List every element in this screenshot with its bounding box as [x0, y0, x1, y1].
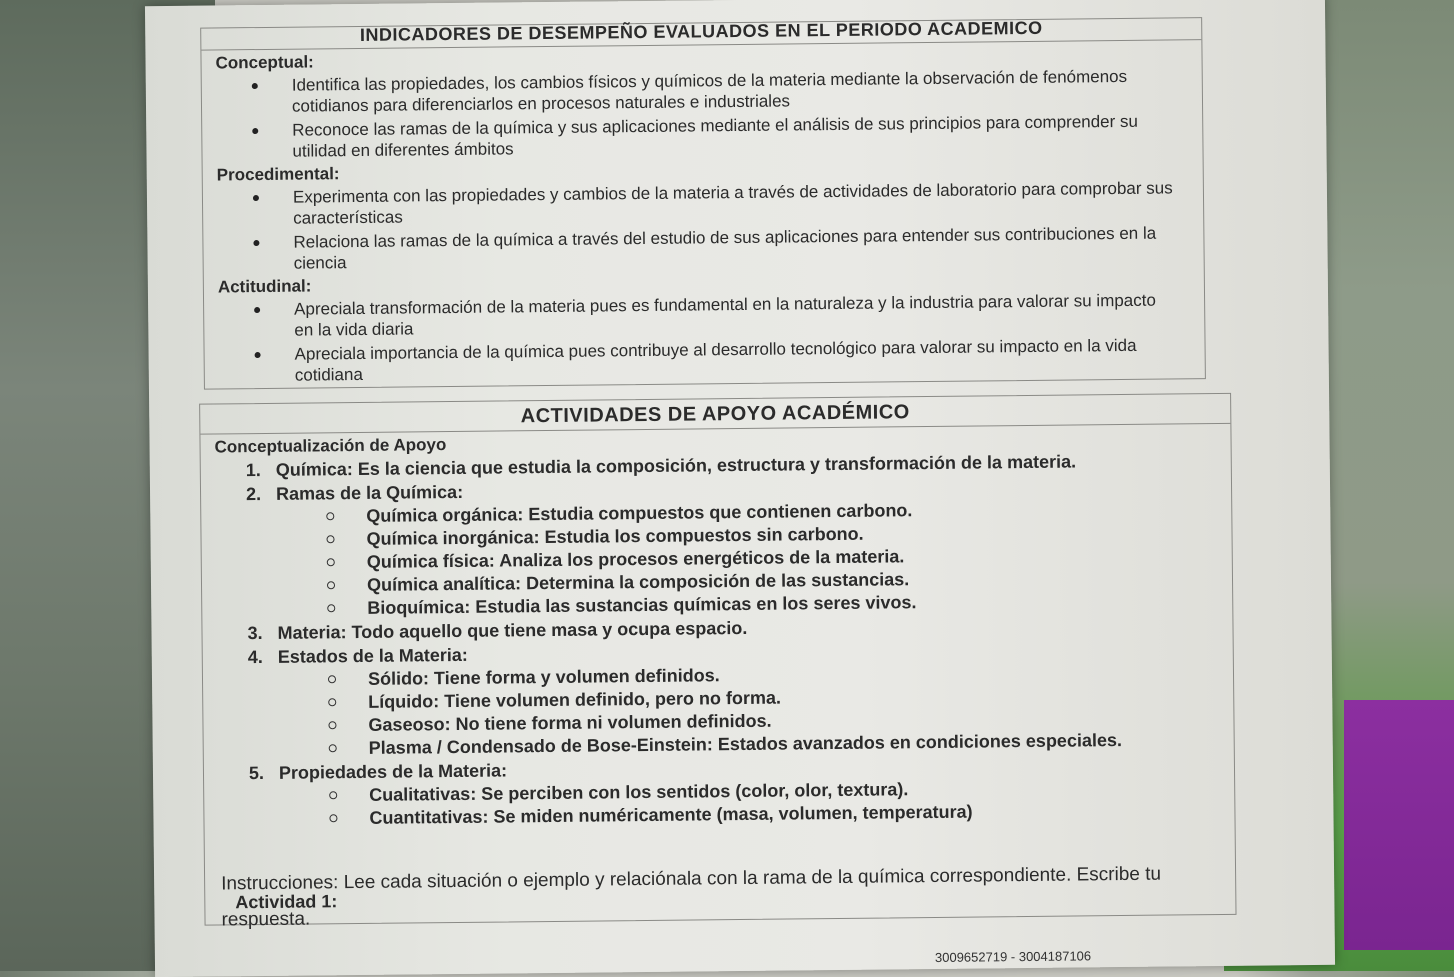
- indicator-item: Identifica las propiedades, los cambios físicos y químicos de la materia mediante la observación de fenómenos cotidianos para diferenciarlos en procesos naturales e industriales: [292, 65, 1202, 117]
- indicator-item: Apreciala importancia de la química pues contribuye al desarrollo tecnológico para valorar su impacto en la vida cotidiana: [294, 334, 1204, 386]
- item-number: 5.: [248, 763, 265, 784]
- item-text: Materia: Todo aquello que tiene masa y ocupa espacio.: [277, 617, 748, 643]
- item-number: 1.: [245, 460, 261, 481]
- actividades-title: ACTIVIDADES DE APOYO ACADÉMICO: [200, 396, 1230, 435]
- concept-item: [249, 752, 1235, 830]
- sub-item: Química inorgánica: Estudia los compuestos sin carbono.: [366, 519, 1231, 550]
- indicator-item: Reconoce las ramas de la química y sus aplicaciones mediante el análisis de sus principios para comprender su utilidad en diferentes ámbitos: [292, 110, 1202, 162]
- section-procedimental: [203, 155, 1204, 274]
- item-number: 2.: [245, 484, 262, 505]
- section-heading: Conceptual:: [215, 52, 314, 73]
- sub-item: Líquido: Tiene volumen definido, pero no forma.: [368, 682, 1233, 713]
- section-actitudinal: [204, 267, 1205, 386]
- concept-list: [201, 449, 1235, 831]
- sub-item: Gaseoso: No tiene forma ni volumen definidos.: [368, 705, 1233, 736]
- concept-item: [246, 473, 1232, 620]
- section-conceptual: [201, 43, 1202, 162]
- item-text: Química: Es la ciencia que estudia la composición, estructura y transformación de la materia.: [275, 451, 1077, 480]
- item-number: 3.: [247, 623, 263, 644]
- item-text: Estados de la Materia:: [277, 644, 468, 667]
- sub-item: Cuantitativas: Se miden numéricamente (masa, volumen, temperatura): [369, 798, 1234, 829]
- indicadores-title: INDICADORES DE DESEMPEÑO EVALUADOS EN EL PERIODO ACADEMICO: [201, 16, 1201, 50]
- activity-instructions: Instrucciones: Lee cada situación o ejemplo y relaciónala con la rama de la química correspondiente. Escribe tu respuesta.: [221, 863, 1162, 931]
- section-heading: Procedimental:: [216, 164, 340, 185]
- item-number: 4.: [247, 647, 263, 668]
- sub-item: Bioquímica: Estudia las sustancias químicas en los seres vivos.: [367, 588, 1232, 619]
- indicator-item: Experimenta con las propiedades y cambios de la materia a través de actividades de laboratorio para comprobar sus características: [293, 177, 1203, 229]
- sub-item: Sólido: Tiene forma y volumen definidos.: [368, 659, 1233, 690]
- indicator-item: Relaciona las ramas de la química a través del estudio de sus aplicaciones para entender sus contribuciones en la ciencia: [293, 222, 1203, 274]
- actividades-box: [199, 393, 1236, 931]
- sub-item: Química física: Analiza los procesos energéticos de la materia.: [367, 542, 1232, 573]
- section-heading: Actitudinal:: [217, 276, 312, 297]
- indicadores-box: [200, 17, 1206, 389]
- footer-phone-number: 3009652719 - 3004187106: [934, 948, 1092, 965]
- item-text: Propiedades de la Materia:: [278, 760, 508, 783]
- indicator-item: Apreciala transformación de la materia pues es fundamental en la naturaleza y la industria para valorar su impacto en la vida diaria: [294, 289, 1204, 341]
- actividades-subtitle: Conceptualización de Apoyo: [214, 435, 447, 457]
- paper-sheet: [145, 0, 1335, 977]
- sub-item: Química orgánica: Estudia compuestos que contienen carbono.: [366, 496, 1231, 527]
- item-text: Ramas de la Química:: [275, 481, 464, 504]
- purple-fabric: [1344, 700, 1454, 950]
- concept-item: [248, 636, 1234, 760]
- sub-item: Cualitativas: Se perciben con los sentidos (color, olor, textura).: [369, 775, 1234, 806]
- activity-label: Actividad 1:: [235, 891, 338, 913]
- sub-item: Plasma / Condensado de Bose-Einstein: Estados avanzados en condiciones especiales.: [369, 728, 1234, 759]
- sub-item: Química analítica: Determina la composición de las sustancias.: [367, 565, 1232, 596]
